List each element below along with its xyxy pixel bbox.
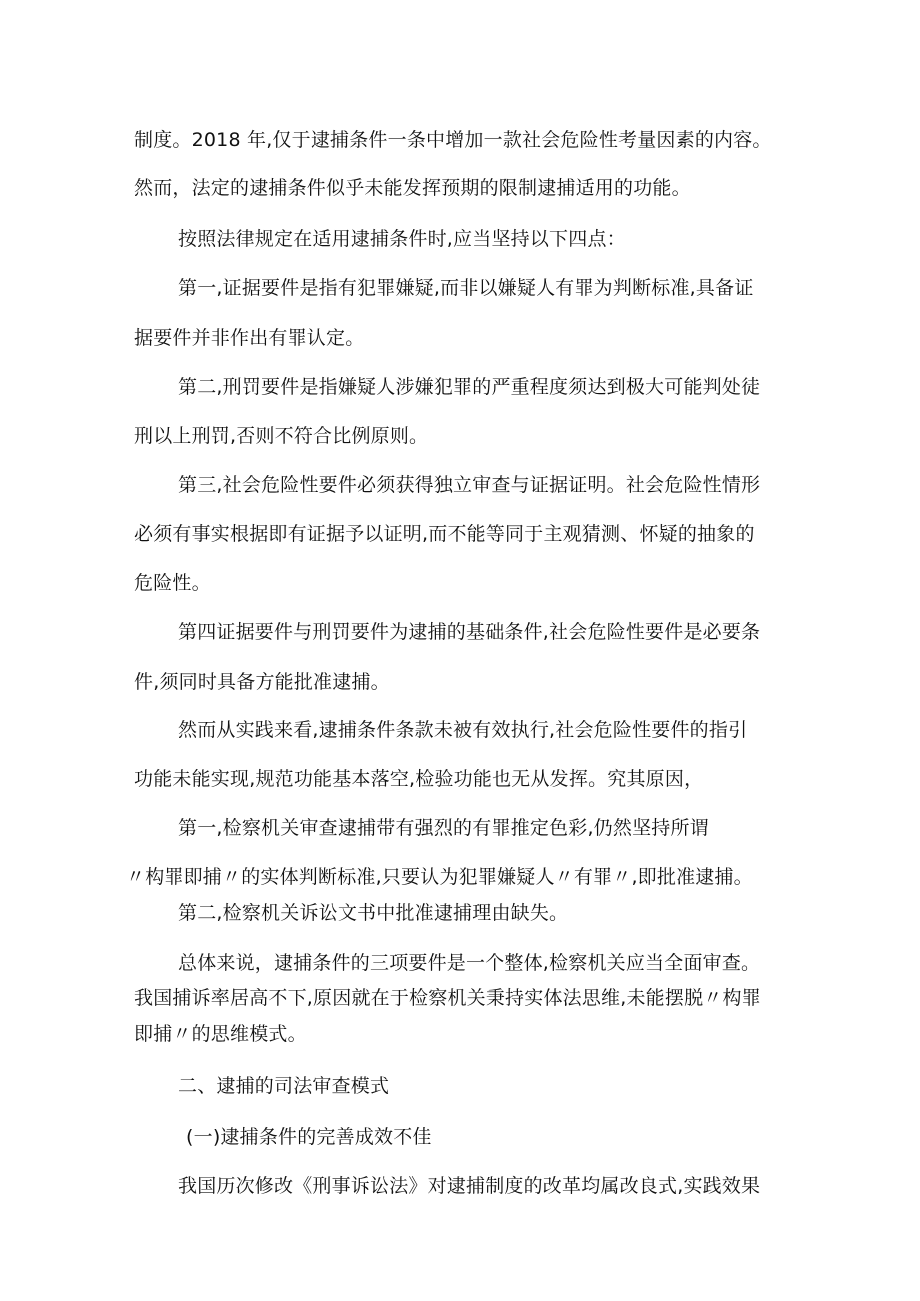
text-line: 然而从实践来看,逮捕条件条款未被有效执行,社会危险性要件的指引	[178, 719, 748, 741]
text-line: 据要件并非作出有罪认定。	[134, 327, 365, 349]
text-line: 刑以上刑罚,否则不符合比例原则。	[134, 425, 429, 447]
text-line: 我国捕诉率居高不下,原因就在于检察机关秉持实体法思维,未能摆脱〃构罪	[134, 987, 761, 1009]
text-line: 第一,检察机关审查逮捕带有强烈的有罪推定色彩,仍然坚持所谓	[178, 817, 709, 839]
text-line: 危险性。	[134, 572, 211, 594]
text-line: 功能未能实现,规范功能基本落空,检验功能也无从发挥。究其原因，	[134, 768, 704, 790]
text-line: 件,须同时具备方能批准逮捕。	[134, 671, 390, 693]
text-line: 即捕〃的思维模式。	[134, 1023, 307, 1045]
text-line: 总体来说，逮捕条件的三项要件是一个整体,检察机关应当全面审查。	[178, 952, 761, 974]
text-line: 我国历次修改《刑事诉讼法》对逮捕制度的改革均属改良式,实践效果	[178, 1175, 761, 1197]
text-line: 第一,证据要件是指有犯罪嫌疑,而非以嫌疑人有罪为判断标准,具备证	[178, 277, 754, 299]
section-heading: 二、逮捕的司法审查模式	[178, 1075, 390, 1097]
text-line: 然而，法定的逮捕条件似乎未能发挥预期的限制逮捕适用的功能。	[134, 177, 691, 199]
text-line: 必须有事实根据即有证据予以证明,而不能等同于主观猜测、怀疑的抽象的	[134, 523, 755, 545]
text-line: 第二,检察机关诉讼文书中批准逮捕理由缺失。	[178, 902, 569, 924]
text-line: 第三,社会危险性要件必须获得独立审查与证据证明。社会危险性情形	[178, 474, 761, 496]
text-line: 按照法律规定在适用逮捕条件时,应当坚持以下四点：	[178, 228, 626, 250]
text-line: 〃构罪即捕〃的实体判断标准,只要认为犯罪嫌疑人〃有罪〃,即批准逮捕。	[126, 866, 753, 888]
text-line: 第四证据要件与刑罚要件为逮捕的基础条件,社会危险性要件是必要条	[178, 621, 761, 643]
subsection-heading: (一)逮捕条件的完善成效不佳	[186, 1126, 432, 1148]
text-line: 制度。2018 年,仅于逮捕条件一条中增加一款社会危险性考量因素的内容。	[134, 129, 772, 151]
text-line: 第二,刑罚要件是指嫌疑人涉嫌犯罪的严重程度须达到极大可能判处徒	[178, 376, 761, 398]
